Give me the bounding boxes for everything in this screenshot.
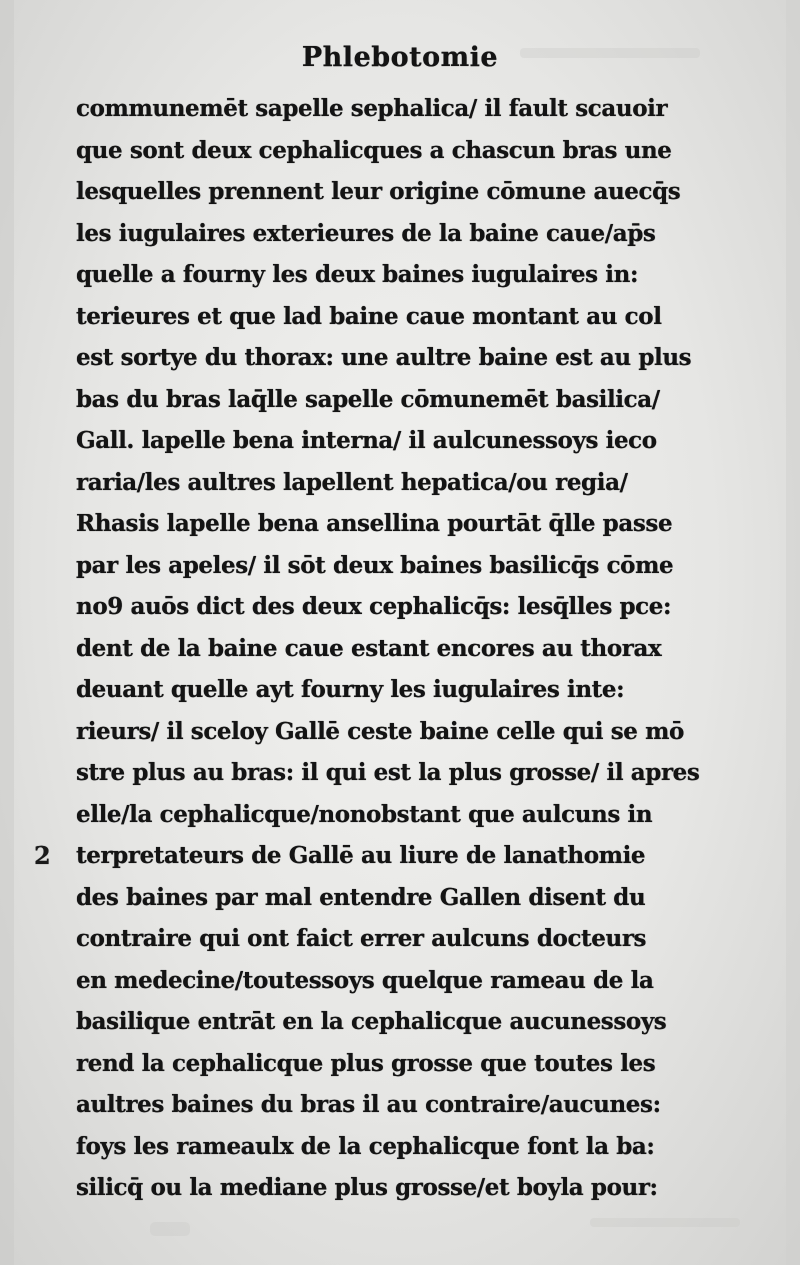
margin-note-number: 2 bbox=[34, 841, 51, 870]
text-line: foys les rameaulx de la cephalicque font la ba: bbox=[76, 1132, 655, 1160]
text-line: no9 auōs dict des deux cephalicq̄s: lesq̄lles pce: bbox=[76, 593, 672, 620]
body-text bbox=[76, 88, 760, 1209]
text-line: communemēt sapelle sephalica/ il fault scauoir bbox=[76, 95, 668, 122]
text-line: elle/la cephalicque/nonobstant que aulcuns in bbox=[76, 800, 653, 828]
text-line: Gall. lapelle bena interna/ il aulcunessoys ieco bbox=[76, 427, 657, 454]
text-line: rend la cephalicque plus grosse que toutes les bbox=[76, 1049, 656, 1077]
text-line: lesquelles prennent leur origine cōmune auecq̄s bbox=[76, 178, 681, 205]
text-line: Rhasis lapelle bena ansellina pourtāt q̄lle passe bbox=[76, 510, 673, 537]
text-line: deuant quelle ayt fourny les iugulaires inte: bbox=[76, 676, 625, 703]
text-line: aultres baines du bras il au contraire/aucunes: bbox=[76, 1091, 661, 1118]
text-line: en medecine/toutessoys quelque rameau de la bbox=[76, 966, 654, 994]
text-line: terpretateurs de Gallē au liure de lanathomie bbox=[76, 842, 646, 869]
text-line: basilique entrāt en la cephalicque aucunessoys bbox=[76, 1008, 667, 1035]
text-line: raria/les aultres lapellent hepatica/ou regia/ bbox=[76, 468, 628, 496]
text-line: par les apeles/ il sōt deux baines basilicq̄s cōme bbox=[76, 551, 674, 579]
text-line: terieures et que lad baine caue montant au col bbox=[76, 302, 662, 330]
text-line: rieurs/ il sceloy Gallē ceste baine celle qui se mō bbox=[76, 717, 684, 745]
text-line: les iugulaires exterieures de la baine caue/ap̄s bbox=[76, 219, 656, 247]
text-line: silicq̄ ou la mediane plus grosse/et boyla pour: bbox=[76, 1174, 658, 1201]
text-line: quelle a fourny les deux baines iugulaires in: bbox=[76, 261, 639, 288]
running-head: Phlebotomie bbox=[301, 42, 499, 73]
text-line: que sont deux cephalicques a chascun bras une bbox=[76, 136, 672, 164]
text-line: bas du bras laq̄lle sapelle cōmunemēt basilica/ bbox=[76, 385, 660, 413]
text-line: est sortye du thorax: une aultre baine est au plus bbox=[76, 344, 692, 371]
text-line: stre plus au bras: il qui est la plus grosse/ il apres bbox=[76, 759, 700, 786]
text-line: des baines par mal entendre Gallen disent du bbox=[76, 883, 646, 911]
text-line: contraire qui ont faict errer aulcuns docteurs bbox=[76, 925, 647, 952]
text-line: dent de la baine caue estant encores au thorax bbox=[76, 634, 662, 662]
